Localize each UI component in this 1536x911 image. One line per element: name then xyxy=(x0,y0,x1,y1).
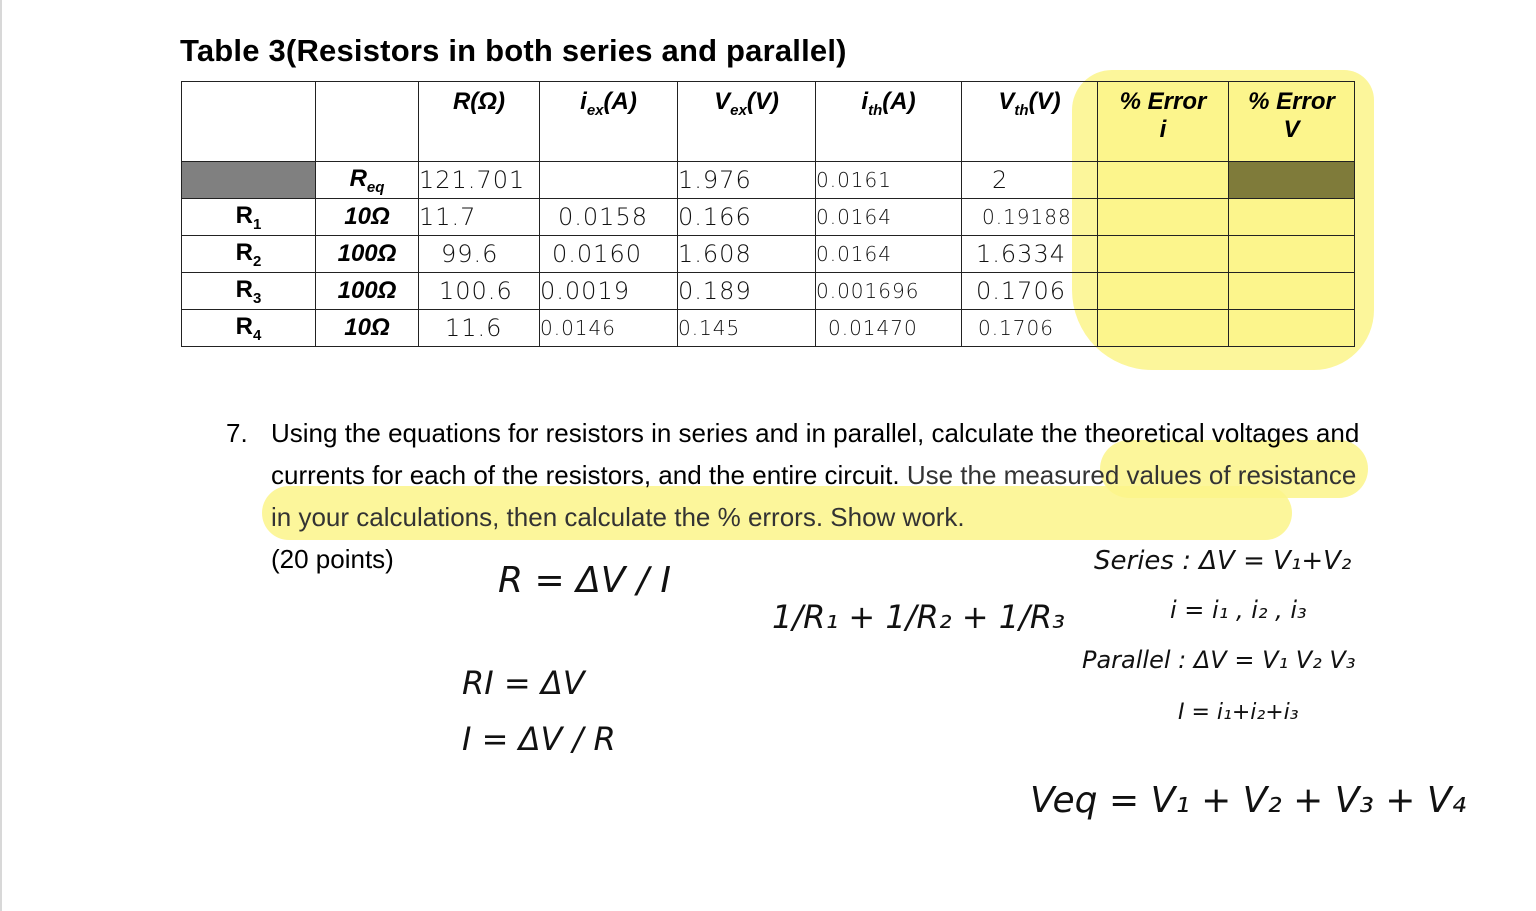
handwritten-eq-ri: RI = ΔV xyxy=(462,664,585,702)
cell-vex[interactable]: 0.189 xyxy=(678,273,816,310)
header-ith: $i_{th}(A)$ xyxy=(816,82,962,162)
cell-iex[interactable]: 0.0146 xyxy=(540,310,678,347)
header-blank-1 xyxy=(182,82,316,162)
handwritten-veq: Veq = V₁ + V₂ + V₃ + V₄ xyxy=(1030,780,1466,821)
handwritten-series-v: Series : ΔV = V₁+V₂ xyxy=(1094,546,1352,576)
question-number: 7. xyxy=(226,418,248,448)
cell-error-i[interactable] xyxy=(1098,236,1229,273)
question-text-highlight: Use the measured values of resistance in your calculations, then calculate the % errors. Show work. xyxy=(271,460,1357,532)
cell-error-v[interactable] xyxy=(1229,310,1355,347)
row-label-r4: $R_4$ xyxy=(182,310,316,347)
row-label-r1: $R_1$ xyxy=(182,199,316,236)
header-error-v: % Error V xyxy=(1229,82,1355,162)
cell-olive xyxy=(1229,162,1355,199)
cell-vth[interactable]: 0.1706 xyxy=(962,273,1098,310)
cell-r[interactable]: 121.701 xyxy=(419,162,540,199)
header-error-i: % Error i xyxy=(1098,82,1229,162)
cell-iex[interactable]: 0.0160 xyxy=(540,236,678,273)
cell-ith[interactable]: 0.0164 xyxy=(816,199,962,236)
cell-error-v[interactable] xyxy=(1229,199,1355,236)
cell-r[interactable]: 11.7 xyxy=(419,199,540,236)
cell-vex[interactable]: 0.166 xyxy=(678,199,816,236)
header-vth: $V_{th}(V)$ xyxy=(962,82,1098,162)
question-text-plain: Using the equations for resistors in series and in parallel, calculate the theoretical voltages and currents for each of the resistors, and the entire circuit. xyxy=(271,418,1360,490)
cell-vth[interactable]: 2 xyxy=(962,162,1098,199)
cell-r-nominal: 100Ω xyxy=(316,273,419,310)
table-header-row xyxy=(182,82,1355,162)
cell-r-nominal: 10Ω xyxy=(316,199,419,236)
cell-iex[interactable]: 0.0019 xyxy=(540,273,678,310)
question-points: (20 points) xyxy=(271,544,394,574)
cell-r[interactable]: 100.6 xyxy=(419,273,540,310)
cell-vex[interactable]: 1.608 xyxy=(678,236,816,273)
cell-error-i[interactable] xyxy=(1098,310,1229,347)
cell-ith[interactable]: 0.01470 xyxy=(816,310,962,347)
cell-grey xyxy=(182,162,316,199)
cell-error-i[interactable] xyxy=(1098,162,1229,199)
header-r: R(Ω) xyxy=(419,82,540,162)
cell-r-nominal: 100Ω xyxy=(316,236,419,273)
handwritten-eq-i: I = ΔV / R xyxy=(462,720,616,758)
results-table xyxy=(181,81,1355,347)
cell-vth[interactable]: 0.1706 xyxy=(962,310,1098,347)
cell-ith[interactable]: 0.001696 xyxy=(816,273,962,310)
cell-vex[interactable]: 1.976 xyxy=(678,162,816,199)
table-row-req xyxy=(182,162,1355,199)
table-row-r4 xyxy=(182,310,1355,347)
cell-error-i[interactable] xyxy=(1098,273,1229,310)
cell-r[interactable]: 11.6 xyxy=(419,310,540,347)
table-row-r3 xyxy=(182,273,1355,310)
cell-vex[interactable]: 0.145 xyxy=(678,310,816,347)
handwritten-parallel-v: Parallel : ΔV = V₁ V₂ V₃ xyxy=(1082,646,1356,674)
cell-r[interactable]: 99.6 xyxy=(419,236,540,273)
cell-ith[interactable]: 0.0164 xyxy=(816,236,962,273)
page-edge xyxy=(0,0,2,911)
handwritten-parallel-i: I = i₁+i₂+i₃ xyxy=(1178,700,1299,725)
header-blank-2 xyxy=(316,82,419,162)
header-vex: $V_{ex}(V)$ xyxy=(678,82,816,162)
handwritten-eq-r: R = ΔV / I xyxy=(498,560,671,601)
table-row-r2 xyxy=(182,236,1355,273)
row-label-r3: $R_3$ xyxy=(182,273,316,310)
table-title: Table 3(Resistors in both series and parallel) xyxy=(180,33,847,68)
cell-r-nominal: 10Ω xyxy=(316,310,419,347)
handwritten-series-i: i = i₁ , i₂ , i₃ xyxy=(1170,596,1307,624)
table-row-r1 xyxy=(182,199,1355,236)
cell-error-v[interactable] xyxy=(1229,273,1355,310)
row-label-r2: $R_2$ xyxy=(182,236,316,273)
cell-vth[interactable]: 1.6334 xyxy=(962,236,1098,273)
cell-iex[interactable] xyxy=(540,162,678,199)
handwritten-parallel-sum: 1/R₁ + 1/R₂ + 1/R₃ xyxy=(772,598,1065,636)
cell-iex[interactable]: 0.0158 xyxy=(540,199,678,236)
cell-error-i[interactable] xyxy=(1098,199,1229,236)
header-iex: $i_{ex}(A)$ xyxy=(540,82,678,162)
cell-ith[interactable]: 0.0161 xyxy=(816,162,962,199)
cell-req-label: $R_{eq}$ xyxy=(316,162,419,199)
cell-vth[interactable]: 0.19188 xyxy=(962,199,1098,236)
cell-error-v[interactable] xyxy=(1229,236,1355,273)
